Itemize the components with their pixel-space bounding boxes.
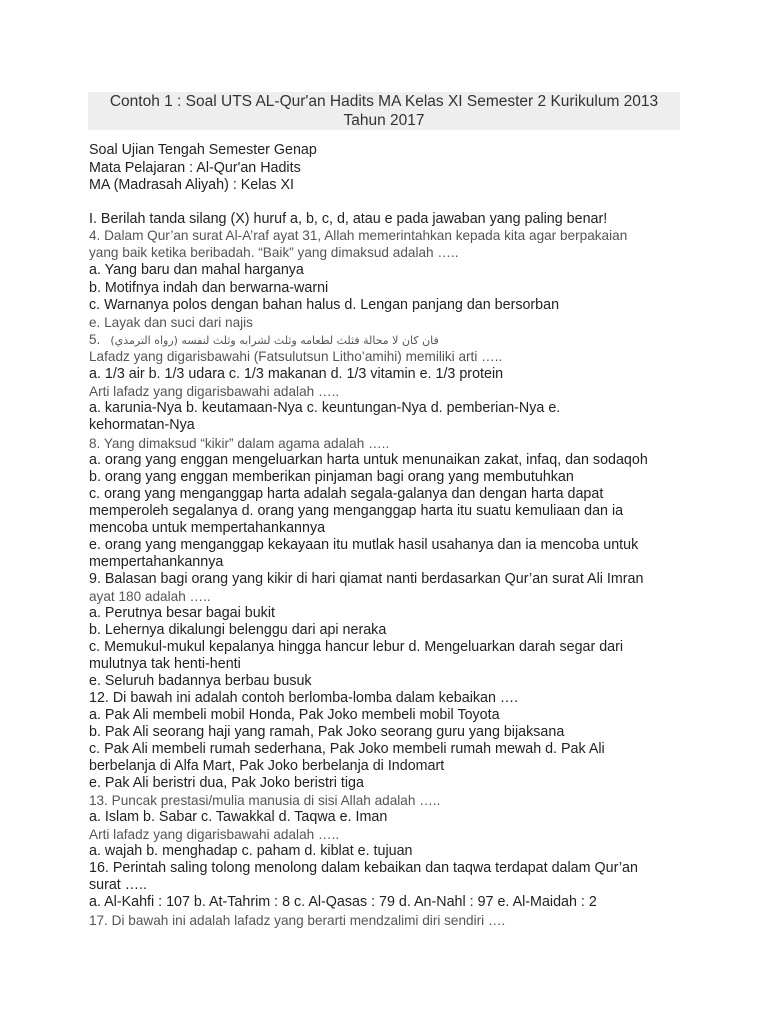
text-line	[89, 826, 339, 843]
subject-line: Mata Pelajaran : Al-Qur'an Hadits	[89, 160, 301, 176]
title-line-2: Tahun 2017	[343, 112, 425, 129]
line-text: b. Lehernya dikalungi belenggu dari api neraka	[89, 622, 387, 638]
line-text: a. wajah b. menghadap c. paham d. kiblat e. tujuan	[89, 843, 413, 859]
text-line	[89, 331, 439, 349]
text-line	[89, 244, 459, 261]
text-line	[89, 758, 444, 775]
line-text: e. Layak dan suci dari najis	[89, 315, 253, 330]
line-text: a. 1/3 air b. 1/3 udara c. 1/3 makanan d. 1/3 vitamin e. 1/3 protein	[89, 366, 504, 382]
text-line	[89, 366, 503, 383]
line-text: b. Motifnya indah dan berwarna-warni	[89, 280, 329, 296]
instruction-line: I. Berilah tanda silang (X) huruf a, b, c, d, atau e pada jawaban yang paling benar!	[89, 211, 608, 227]
text-line	[89, 673, 312, 690]
line-text: a. Yang baru dan mahal harganya	[89, 262, 304, 278]
text-line	[89, 417, 195, 434]
line-text: berbelanja di Alfa Mart, Pak Joko berbelanja di Indomart	[89, 758, 445, 774]
line-text: 12. Di bawah ini adalah contoh berlomba-lomba dalam kebaikan ….	[89, 690, 519, 706]
text-line	[89, 639, 623, 656]
text-line	[89, 877, 147, 894]
line-text: b. Pak Ali seorang haji yang ramah, Pak Joko seorang guru yang bijaksana	[89, 724, 565, 740]
line-text: a. karunia-Nya b. keutamaan-Nya c. keuntungan-Nya d. pemberian-Nya e.	[89, 400, 561, 416]
text-line	[89, 656, 241, 673]
text-line	[89, 452, 648, 469]
text-line	[89, 588, 211, 605]
text-line	[89, 554, 223, 571]
line-text: surat …..	[89, 877, 147, 893]
text-line	[89, 227, 627, 244]
line-text: memperoleh segalanya d. orang yang menganggap harta itu suatu kemuliaan dan ia	[89, 503, 624, 519]
text-line	[89, 503, 623, 520]
line-text: 9. Balasan bagi orang yang kikir di hari qiamat nanti berdasarkan Qur’an surat Ali Imran	[89, 571, 644, 587]
text-line	[89, 262, 304, 279]
line-text: b. orang yang enggan memberikan pinjaman bagi orang yang membutuhkan	[89, 469, 574, 485]
line-text: a. orang yang enggan mengeluarkan harta untuk menunaikan zakat, infaq, dan sodaqoh	[89, 452, 648, 468]
line-text: e. orang yang menganggap kekayaan itu mutlak hasil usahanya dan ia mencoba untuk	[89, 537, 639, 553]
text-line	[89, 792, 440, 809]
text-line	[89, 280, 328, 297]
line-text: 13. Puncak prestasi/mulia manusia di sisi Allah adalah …..	[89, 793, 441, 808]
line-text: yang baik ketika beribadah. “Baik” yang dimaksud adalah …..	[89, 245, 459, 260]
text-line	[89, 571, 643, 588]
text-line	[89, 775, 364, 792]
line-text: a. Islam b. Sabar c. Tawakkal d. Taqwa e. Iman	[89, 809, 388, 825]
line-text: 8. Yang dimaksud “kikir” dalam agama adalah …..	[89, 436, 390, 451]
text-line	[89, 314, 253, 331]
text-line	[89, 348, 502, 365]
text-line	[89, 400, 560, 417]
arabic-hadith-text: فان كان لا محالة فثلث لطعامه وثلث لشرابه وثلث لنفسه (رواه الترمذي)	[110, 334, 439, 347]
text-line	[89, 741, 605, 758]
text-line	[89, 520, 325, 537]
line-text: ayat 180 adalah …..	[89, 589, 211, 604]
exam-heading: Soal Ujian Tengah Semester Genap	[89, 142, 317, 158]
line-text: Lafadz yang digarisbawahi (Fatsulutsun Litho’amihi) memiliki arti …..	[89, 349, 503, 364]
text-line	[89, 622, 386, 639]
text-line	[89, 383, 339, 400]
text-line	[89, 809, 387, 826]
line-text: e. Seluruh badannya berbau busuk	[89, 673, 312, 689]
line-text: 16. Perintah saling tolong menolong dalam kebaikan dan taqwa terdapat dalam Qur’an	[89, 860, 638, 876]
line-text: mempertahankannya	[89, 554, 224, 570]
line-text: e. Pak Ali beristri dua, Pak Joko beristri tiga	[89, 775, 364, 791]
line-text: a. Al-Kahfi : 107 b. At-Tahrim : 8 c. Al-Qasas : 79 d. An-Nahl : 97 e. Al-Maidah : 2	[89, 894, 597, 910]
text-line	[89, 843, 412, 860]
line-text: c. Warnanya polos dengan bahan halus d. Lengan panjang dan bersorban	[89, 297, 560, 313]
line-text: c. Memukul-mukul kepalanya hingga hancur lebur d. Mengeluarkan darah segar dari	[89, 639, 624, 655]
text-line	[89, 537, 638, 554]
class-line: MA (Madrasah Aliyah) : Kelas XI	[89, 177, 295, 193]
line-text: c. Pak Ali membeli rumah sederhana, Pak Joko membeli rumah mewah d. Pak Ali	[89, 741, 605, 757]
text-line	[89, 605, 275, 622]
text-line	[89, 724, 564, 741]
text-line	[89, 469, 574, 486]
line-text: 5.	[89, 332, 101, 347]
text-line	[89, 707, 500, 724]
text-line	[89, 486, 603, 503]
line-text: mencoba untuk mempertahankannya	[89, 520, 326, 536]
title-line-1: Contoh 1 : Soal UTS AL-Qur'an Hadits MA Kelas XI Semester 2 Kurikulum 2013	[109, 93, 659, 110]
text-line	[89, 894, 597, 911]
line-text: Arti lafadz yang digarisbawahi adalah …..	[89, 827, 340, 842]
line-text: 4. Dalam Qur’an surat Al-A’raf ayat 31, Allah memerintahkan kepada kita agar berpakaian	[89, 228, 628, 243]
text-line	[89, 860, 638, 877]
text-line	[89, 912, 505, 929]
line-text: a. Pak Ali membeli mobil Honda, Pak Joko membeli mobil Toyota	[89, 707, 500, 723]
text-line	[89, 690, 518, 707]
text-line	[89, 435, 389, 452]
line-text: kehormatan-Nya	[89, 417, 195, 433]
line-text: a. Perutnya besar bagai bukit	[89, 605, 275, 621]
line-text: mulutnya tak henti-henti	[89, 656, 241, 672]
line-text: c. orang yang menganggap harta adalah segala-galanya dan dengan harta dapat	[89, 486, 604, 502]
line-text: 17. Di bawah ini adalah lafadz yang berarti mendzalimi diri sendiri ….	[89, 913, 506, 928]
document-title	[88, 92, 680, 130]
text-line	[89, 297, 559, 314]
line-text: Arti lafadz yang digarisbawahi adalah …..	[89, 384, 340, 399]
